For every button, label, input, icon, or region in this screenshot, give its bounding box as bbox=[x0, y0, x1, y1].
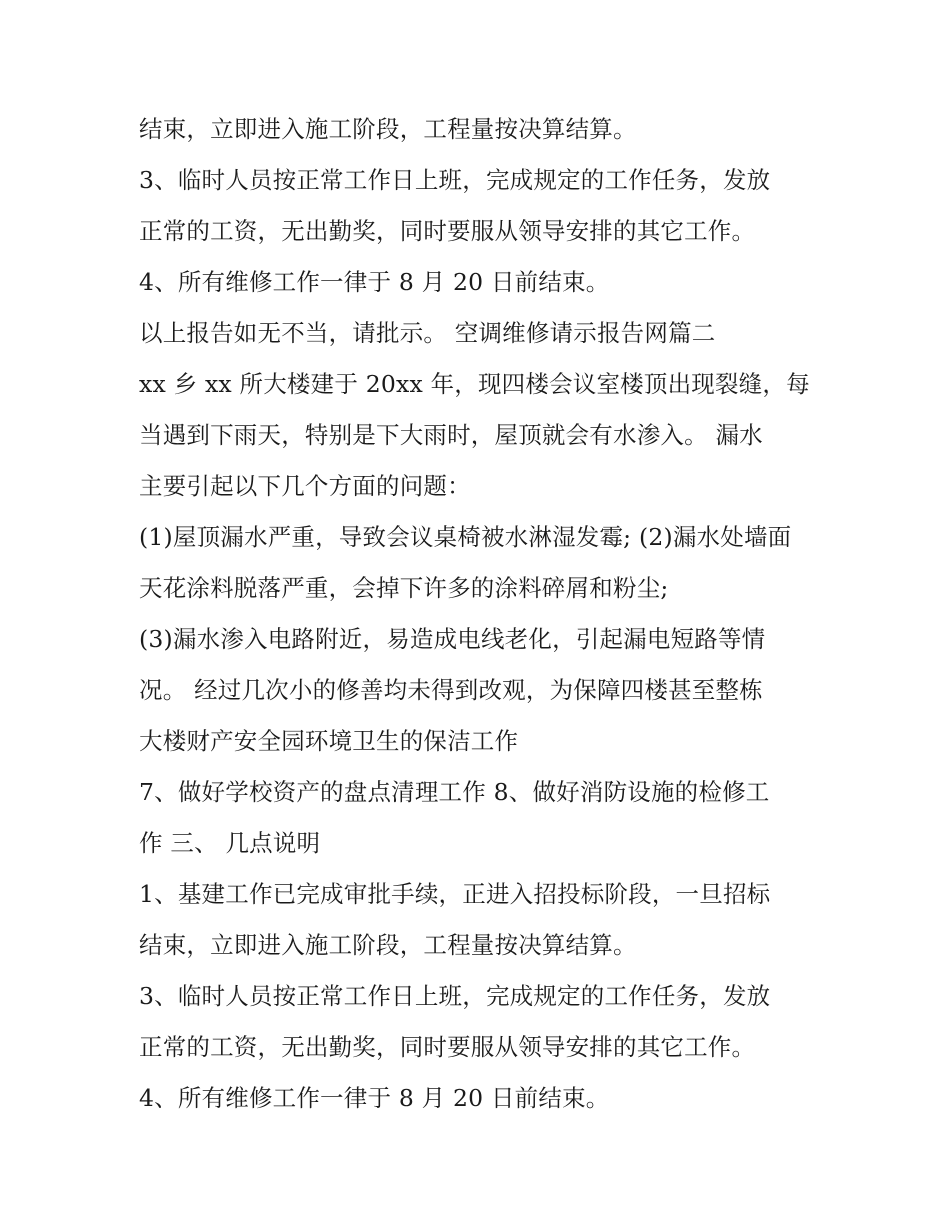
text-line: 7、做好学校资产的盘点清理工作 8、做好消防设施的检修工 bbox=[139, 778, 770, 806]
text-line: 当遇到下雨天，特别是下大雨时，屋顶就会有水渗入。 漏水 bbox=[139, 421, 763, 449]
document-body bbox=[139, 104, 819, 1124]
text-line: (1)屋顶漏水严重，导致会议桌椅被水淋湿发霉; (2)漏水处墙面 bbox=[139, 523, 792, 551]
text-line: 正常的工资，无出勤奖，同时要服从领导安排的其它工作。 bbox=[139, 217, 756, 245]
text-line: (3)漏水渗入电路附近，易造成电线老化，引起漏电短路等情 bbox=[139, 625, 766, 653]
text-line: xx 乡 xx 所大楼建于 20xx 年，现四楼会议室楼顶出现裂缝，每 bbox=[139, 370, 810, 398]
text-line: 3、临时人员按正常工作日上班，完成规定的工作任务，发放 bbox=[139, 982, 771, 1010]
text-line: 以上报告如无不当，请批示。 空调维修请示报告网篇二 bbox=[139, 319, 716, 347]
text-line: 4、所有维修工作一律于 8 月 20 日前结束。 bbox=[139, 268, 610, 296]
text-line: 结束，立即进入施工阶段，工程量按决算结算。 bbox=[139, 115, 637, 143]
text-line: 1、基建工作已完成审批手续，正进入招投标阶段，一旦招标 bbox=[139, 880, 771, 908]
text-line: 天花涂料脱落严重，会掉下许多的涂料碎屑和粉尘; bbox=[139, 574, 669, 602]
text-line: 主要引起以下几个方面的问题： bbox=[139, 472, 471, 500]
text-line: 结束，立即进入施工阶段，工程量按决算结算。 bbox=[139, 931, 637, 959]
text-line: 3、临时人员按正常工作日上班，完成规定的工作任务，发放 bbox=[139, 166, 771, 194]
text-line: 大楼财产安全园环境卫生的保洁工作 bbox=[139, 727, 519, 755]
text-line: 作 三、 几点说明 bbox=[139, 829, 321, 857]
text-line: 正常的工资，无出勤奖，同时要服从领导安排的其它工作。 bbox=[139, 1033, 756, 1061]
text-line: 4、所有维修工作一律于 8 月 20 日前结束。 bbox=[139, 1084, 610, 1112]
text-line: 况。 经过几次小的修善均未得到改观，为保障四楼甚至整栋 bbox=[139, 676, 763, 704]
